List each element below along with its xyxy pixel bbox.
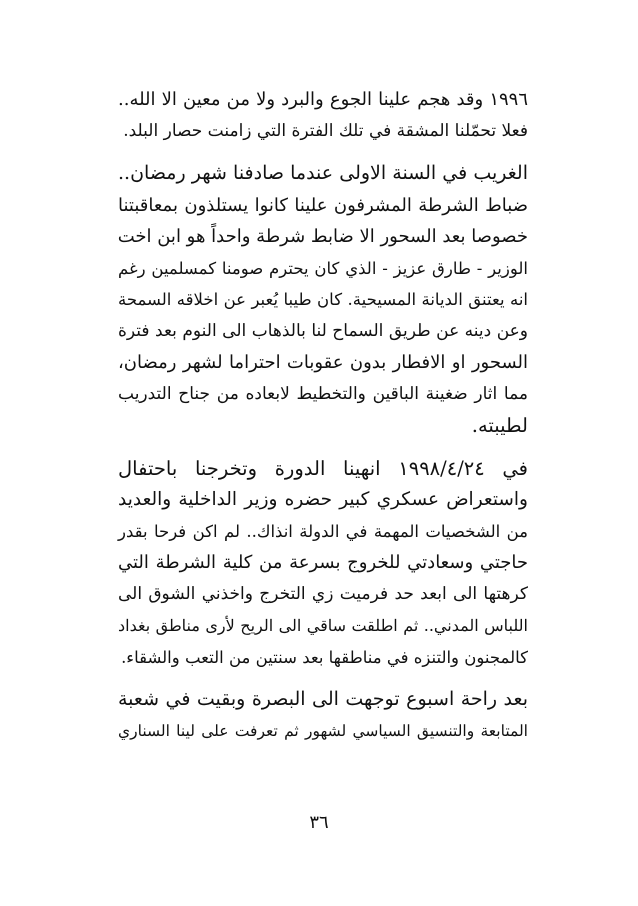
text-line: وعن دينه عن طريق السماح لنا بالذهاب الى النوم بعد فترة — [118, 320, 528, 341]
text-line: خصوصا بعد السحور الا ضابط شرطة واحداً هو ابن اخت — [117, 226, 528, 247]
text-line: ١٩٩٦ وقد هجم علينا الجوع والبرد ولا من معين الا الله.. — [118, 89, 528, 110]
text-line: ضباط الشرطة المشرفون علينا كانوا يستلذون بمعاقبتنا — [118, 194, 528, 216]
text-line: كالمجنون والتنزه في مناطقها بعد سنتين من التعب والشقاء. — [121, 647, 528, 667]
text-line: لطيبته. — [471, 414, 528, 437]
text-line: واستعراض عسكري كبير حضره وزير الداخلية والعديد — [118, 489, 528, 510]
text-body — [118, 84, 528, 758]
text-line: بعد راحة اسبوع توجهت الى البصرة وبقيت في شعبة — [118, 688, 528, 710]
text-line: الغريب في السنة الاولى عندما صادفنا شهر رمضان.. — [118, 162, 528, 184]
text-line: من الشخصيات المهمة في الدولة انذاك.. لم اكن فرحا بقدر — [118, 521, 528, 541]
text-line: اللباس المدني.. ثم اطلقت ساقي الى الريح لأرى مناطق بغداد — [118, 616, 528, 635]
paragraph-4 — [118, 684, 528, 747]
text-line: مما اثار ضغينة الباقين والتخطيط لابعاده من جناح التدريب — [118, 383, 528, 404]
text-line: في ١٩٩٨/٤/٢٤ انهينا الدورة وتخرجنا باحتفال — [118, 456, 528, 480]
paragraph-3 — [118, 453, 528, 674]
text-line: حاجتي وسعادتي للخروج بسرعة من كلية الشرطة التي — [118, 552, 528, 573]
page-number: ٣٦ — [309, 812, 329, 833]
text-line: الوزير - طارق عزيز - الذي كان يحترم صومنا كمسلمين رغم — [118, 258, 528, 278]
text-line: انه يعتنق الديانة المسيحية. كان طيبا يُعبر عن اخلاقه السمحة — [118, 290, 528, 309]
text-line: كرهتها الى ابعد حد فرميت زي التخرج واخذني الشوق الى — [118, 583, 528, 604]
text-line: فعلا تحمّلنا المشقة في تلك الفترة التي زامنت حصار البلد. — [123, 120, 528, 141]
text-line: السحور او الافطار بدون عقوبات احتراما لشهر رمضان، — [118, 352, 528, 373]
text-line: المتابعة والتنسيق السياسي لشهور ثم تعرفت على لينا السناري — [118, 721, 528, 740]
paragraph-2 — [118, 158, 528, 442]
paragraph-1 — [118, 84, 528, 147]
